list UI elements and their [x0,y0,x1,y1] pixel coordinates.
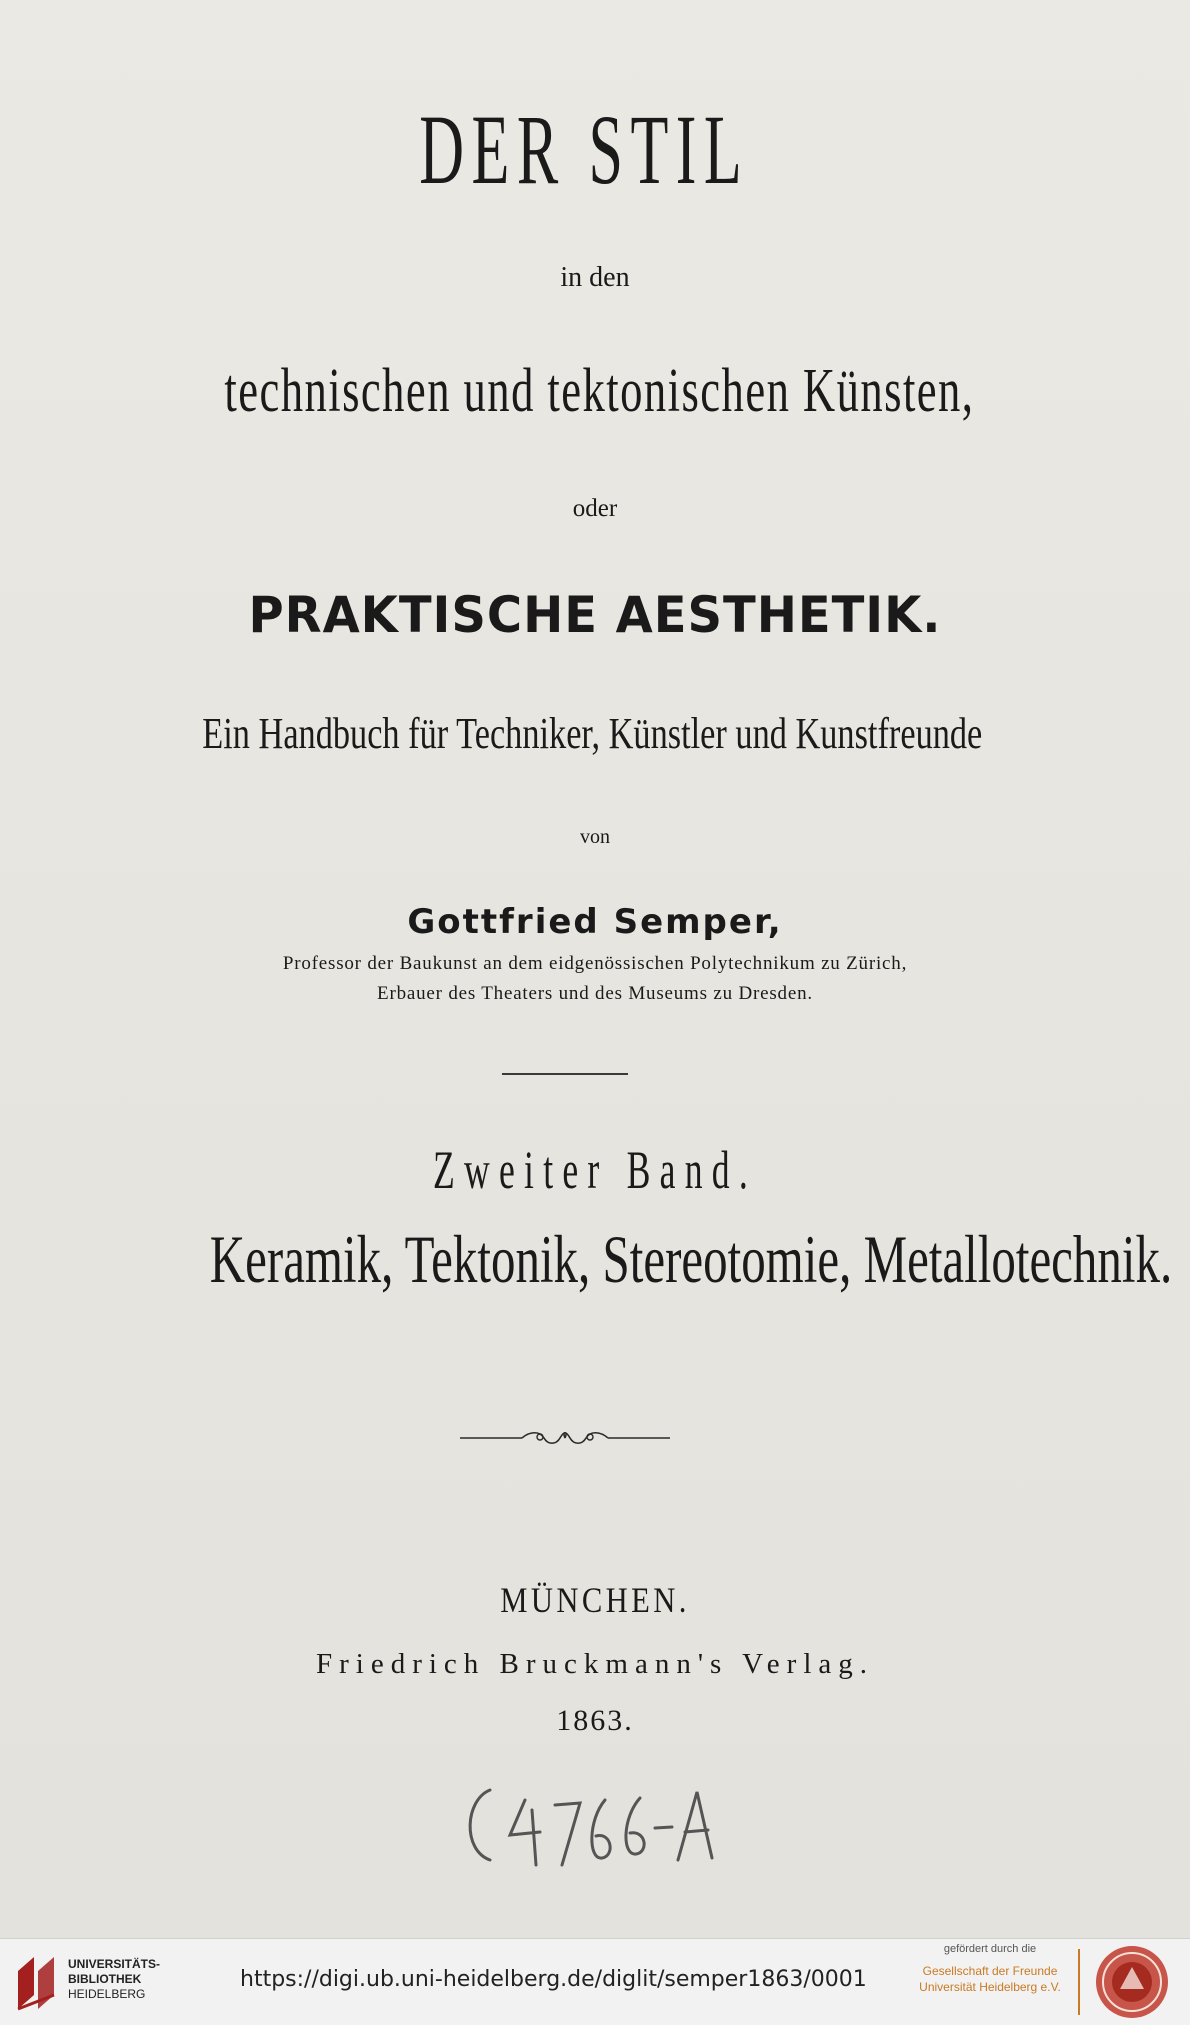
library-logo-icon [14,1953,64,2013]
publication-city: MÜNCHEN. [500,1580,690,1620]
handbook-line: Ein Handbuch für Techniker, Künstler und Kunstfreunde [202,709,983,758]
library-name-line-3: HEIDELBERG [68,1987,146,2001]
university-seal-icon [1092,1943,1172,2021]
connector-in-den: in den [560,262,630,293]
library-name-line-2: BIBLIOTHEK [68,1972,142,1986]
alternate-title: PRAKTISCHE AESTHETIK. [248,586,942,644]
footer-divider [1078,1949,1080,2015]
footer-bar [0,1938,1190,2025]
handwritten-shelfmark [450,1770,730,1880]
sponsor-label: gefördert durch die [943,1943,1037,1955]
divider-rule [502,1073,628,1075]
sponsor-credit [915,1941,1065,1995]
library-name-line-1: UNIVERSITÄTS- [68,1957,161,1971]
author-name: Gottfried Semper, [407,902,783,942]
ornament-divider [460,1425,670,1451]
volume-label: Zweiter Band. [433,1140,757,1200]
book-title: DER STIL [419,94,750,205]
connector-oder: oder [572,495,618,522]
sponsor-name-1: Gesellschaft der Freunde [922,1964,1058,1978]
publisher: Friedrich Bruckmann's Verlag. [315,1648,875,1680]
sponsor-name-2: Universität Heidelberg e.V. [919,1980,1061,1994]
author-description-2: Erbauer des Theaters und des Museums zu Dresden. [377,983,813,1004]
publication-year: 1863. [556,1704,634,1737]
library-name [68,1957,160,2002]
author-description-1: Professor der Baukunst an dem eidgenössischen Polytechnikum zu Zürich, [282,953,908,974]
permalink-url[interactable]: https://digi.ub.uni-heidelberg.de/diglit/semper1863/0001 [240,1967,867,1992]
volume-topics: Keramik, Tektonik, Stereotomie, Metallotechnik. [209,1221,1173,1297]
connector-von: von [580,826,610,848]
book-subtitle: technischen und tektonischen Künsten, [224,357,975,425]
